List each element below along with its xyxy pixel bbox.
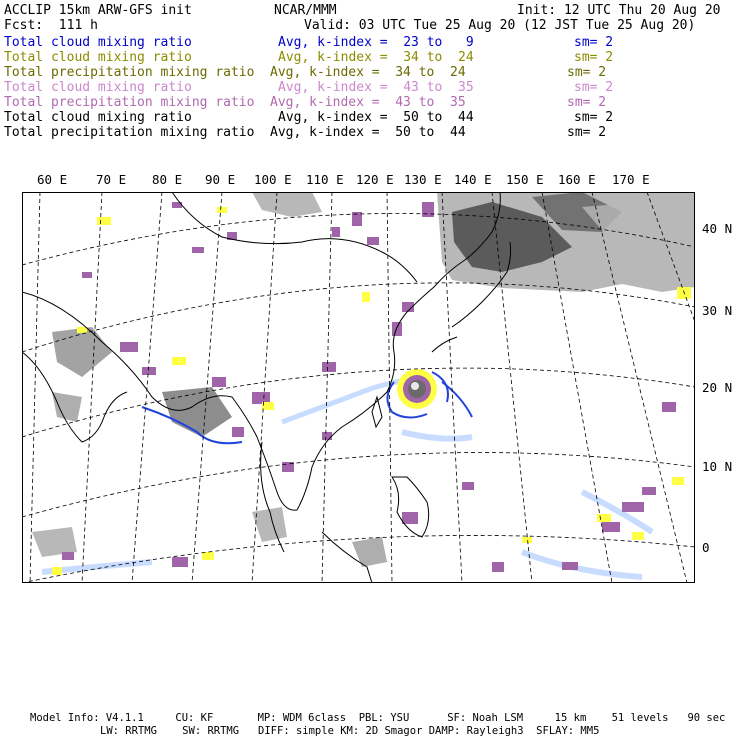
lon-label: 130 E xyxy=(404,172,442,187)
field-kindex: Avg, k-index = 50 to 44 xyxy=(278,110,474,125)
lat-label: 20 N xyxy=(702,380,733,395)
field-name: Total cloud mixing ratio xyxy=(4,50,192,65)
field-name: Total precipitation mixing ratio xyxy=(4,95,255,110)
lon-label: 170 E xyxy=(612,172,650,187)
field-kindex: Avg, k-index = 34 to 24 xyxy=(270,65,466,80)
field-smoothing: sm= 2 xyxy=(567,125,607,140)
field-kindex: Avg, k-index = 43 to 35 xyxy=(270,95,466,110)
field-name: Total cloud mixing ratio xyxy=(4,80,192,95)
field-name: Total cloud mixing ratio xyxy=(4,110,192,125)
lon-label: 90 E xyxy=(205,172,236,187)
lat-label: 40 N xyxy=(702,221,733,236)
model-title: ACCLIP 15km ARW-GFS init xyxy=(4,3,192,18)
organization: NCAR/MMM xyxy=(274,3,337,18)
lat-label: 30 N xyxy=(702,303,733,318)
lon-label: 60 E xyxy=(37,172,68,187)
field-smoothing: sm= 2 xyxy=(567,65,607,80)
field-kindex: Avg, k-index = 43 to 35 xyxy=(278,80,474,95)
lat-label: 10 N xyxy=(702,459,733,474)
model-info-line2: LW: RRTMG SW: RRTMG DIFF: simple KM: 2D Smagor DAMP: Rayleigh3 SFLAY: MM5 xyxy=(100,725,600,737)
field-smoothing: sm= 2 xyxy=(574,80,614,95)
lon-label: 120 E xyxy=(356,172,394,187)
forecast-map xyxy=(22,192,695,583)
lon-label: 100 E xyxy=(254,172,292,187)
model-info-line1: Model Info: V4.1.1 CU: KF MP: WDM 6class PBL: YSU SF: Noah LSM 15 km 51 levels 90 sec xyxy=(30,712,726,724)
field-kindex: Avg, k-index = 34 to 24 xyxy=(278,50,474,65)
lon-label: 110 E xyxy=(306,172,344,187)
lon-label: 70 E xyxy=(96,172,127,187)
field-smoothing: sm= 2 xyxy=(574,50,614,65)
lat-label: 0 xyxy=(702,540,710,555)
lon-label: 160 E xyxy=(558,172,596,187)
field-smoothing: sm= 2 xyxy=(574,110,614,125)
valid-time: Valid: 03 UTC Tue 25 Aug 20 (12 JST Tue 25 Aug 20) xyxy=(304,18,696,33)
field-name: Total precipitation mixing ratio xyxy=(4,125,255,140)
field-smoothing: sm= 2 xyxy=(574,35,614,50)
field-kindex: Avg, k-index = 50 to 44 xyxy=(270,125,466,140)
lon-label: 140 E xyxy=(454,172,492,187)
lon-label: 80 E xyxy=(152,172,183,187)
field-name: Total precipitation mixing ratio xyxy=(4,65,255,80)
field-name: Total cloud mixing ratio xyxy=(4,35,192,50)
forecast-hour: Fcst: 111 h xyxy=(4,18,98,33)
init-time: Init: 12 UTC Thu 20 Aug 20 xyxy=(517,3,721,18)
field-kindex: Avg, k-index = 23 to 9 xyxy=(278,35,474,50)
field-smoothing: sm= 2 xyxy=(567,95,607,110)
lon-label: 150 E xyxy=(506,172,544,187)
